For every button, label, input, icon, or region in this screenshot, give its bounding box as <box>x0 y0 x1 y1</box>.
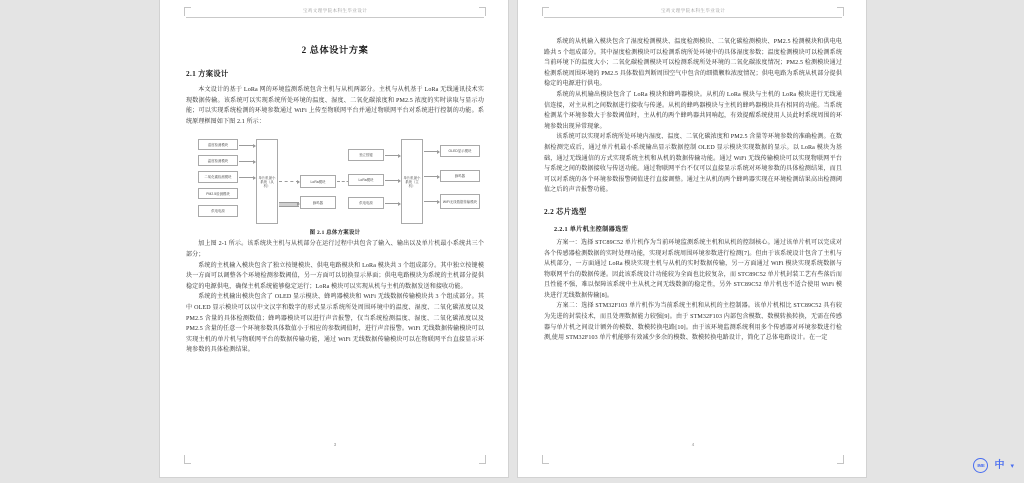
running-header-text: 宝鸡文理学院本科生毕业设计 <box>302 8 368 13</box>
page-footer-2 <box>544 442 842 462</box>
diagram-arrow <box>279 202 299 206</box>
page-number: 4 <box>691 442 695 447</box>
diagram-arrow <box>385 155 400 156</box>
diagram-box-master-mcu: 单片机最小系统（主机） <box>401 139 423 224</box>
figure-diagram <box>186 135 484 227</box>
crop-mark-bottom-left <box>542 455 551 464</box>
diagram-box-slave-mcu: 单片机最小系统（从机） <box>256 139 278 224</box>
crop-mark-top-right <box>477 7 486 16</box>
paragraph: 加上图 2-1 所示。该系统块主机与从机部分在运行过程中共包含了输入、输出以及单片机最小系统共三个部分； <box>186 241 484 258</box>
figure-2-1 <box>186 135 484 236</box>
diagram-arrow-wireless <box>279 181 299 182</box>
ime-mode-toggle[interactable]: 中 <box>994 459 1005 471</box>
diagram-box-master-input-1: 独立按键 <box>348 149 384 161</box>
diagram-box-master-input-2: LoRa模块 <box>348 174 384 186</box>
crop-mark-top-left <box>542 7 551 16</box>
diagram-arrow <box>424 151 439 152</box>
diagram-arrow <box>239 145 255 146</box>
crop-mark-top-left <box>184 7 193 16</box>
diagram-box-master-input-3: 供电电源 <box>348 197 384 209</box>
diagram-box-slave-input-4: PM2.5检测模块 <box>198 188 238 199</box>
paragraph: 系统的从机输入模块包含了湿度检测模块、温度检测模块、二氧化碳检测模块、PM2.5 检测模块和供电电路共 5 个组成部分。其中湿度检测模块可以检测系统所处环境中的具体湿度参数；温度检测模块可以检测系统当前环境下的温度大小；二氧化碳检测模块可以检测系统所处环境的二氧化碳浓度情况；PM2.5 检测模块通过检测系统周围环境的 PM2.5 具体数值判断周围空气中包含的细微颗粒浓度情况；供电电路为系统从机部分提供稳定的电源进行供电。 <box>544 39 842 88</box>
paragraph: 方案二：选择 STM32F103 单片机作为当前系统主机和从机的主控制器。该单片机相比 STC89C52 具有较为先进的封装技术，而且处理数据能力较强[9]。由于 STM32F103 内部包含模数、数模转换转换，无需在传感器与单片机之间设计额外的模数、数模转换电路[10]。由于该环境监测系统利用多个传感器对环境参数进行检测,使用 STM32F103 单片机能够有效减少多余的模数、数模转换电路设计，简化了总体电路设计。在一定 <box>544 303 842 342</box>
diagram-arrow <box>385 180 400 181</box>
crop-mark-bottom-left <box>184 455 193 464</box>
page-footer-1 <box>186 442 484 462</box>
diagram-box-slave-input-5: 供电电源 <box>198 205 238 217</box>
crop-mark-bottom-right <box>477 455 486 464</box>
crop-mark-bottom-right <box>835 455 844 464</box>
ime-logo-icon[interactable]: IME <box>973 458 988 473</box>
diagram-box-slave-input-3: 二氧化碳检测模块 <box>198 171 238 183</box>
paragraph: 系统的主机输出模块包含了 OLED 显示模块、蜂鸣器模块和 WiFi 无线数据传输模块共 3 个组成部分。其中 OLED 显示模块可以以中文汉字和数字的形式显示系统所处周围环境中的温度、湿度、二氧化碳浓度以及 PM2.5 含量的具体检测数值；蜂鸣器模块可以进行声音报警，仅当系统检测温度、湿度、二氧化碳浓度以及 PM2.5 含量的任意一个环境参数具体数值小于相应的参数阈值时，进行声音报警。WiFi 无线数据传输模块可以实现主机的单片机与物联网平台的数据传输功能，通过 WiFi 无线数据传输模块可以在物联网平台直接显示环境参数的具体检测结果。 <box>186 294 485 354</box>
page-number: 3 <box>333 442 337 447</box>
diagram-box-slave-input-1: 湿度检测模块 <box>198 139 238 150</box>
paragraph: 系统的主机输入模块包含了独立按键模块、供电电路模块和 LoRa 模块共 3 个组成部分。其中独立按键模块一方面可以调整各个环境检测参数阈值，另一方面可以切换显示界面；供电电路模块为系统的主机部分提供稳定的电源供电，确保主机系统能够稳定运行；LoRa 模块可以实现从机与主机的数据发送和接收功能。 <box>186 262 484 290</box>
section-heading-2-1: 2.1 方案设计 <box>186 69 229 78</box>
running-header-page-1 <box>186 6 484 23</box>
diagram-arrow <box>239 177 255 178</box>
chevron-down-icon[interactable]: ▾ <box>1010 461 1014 470</box>
header-rule <box>186 17 484 18</box>
document-page-2[interactable] <box>518 0 866 477</box>
paragraph: 本文设计的基于 LoRa 网的环境监测系统包含主机与从机两部分。主机与从机基于 LoRa 无线通讯技术实现数据传输。该系统可以实现系统所处环境的温度、湿度、二氧化碳浓度和 PM2.5 浓度的实时读取与显示功能；可以实现系统检测的环境参数通过 WiFi 上传至物联网平台并通过物联网平台对系统进行控制的功能。系统原理框图如下图 2.1 所示： <box>186 87 484 125</box>
section-heading-2-2-1: 2.2.1 单片机主控制器选型 <box>554 225 629 233</box>
diagram-arrow <box>424 176 439 177</box>
diagram-box-master-output-2: 蜂鸣器 <box>440 170 480 182</box>
paragraph: 方案一：选择 STC89C52 单片机作为当前环境监测系统主机和从机的控制核心。通过该单片机可以完成对各个传感器检测数据的实时处理功能，实现对系统周围环境参数进行检测[7]。但由于该系统设计包含了主机与从机部分，一方面通过 LoRa 模块实现主机与从机的实时数据传输，另一方面通过 WiFi 模块实现系统数据与物联网平台的数据传递。因此该系统设计功能较为全面也比较复杂，而 STC89C52 单片机封装工艺有些落后而且性能不强，难以保障该系统中主从机之间无线数据的稳定性，另外 STC89C52 单片机也不适合使用 WiFi 模块进行无线数据传输[8]。 <box>544 239 842 299</box>
document-page-1[interactable] <box>160 0 508 477</box>
figure-caption: 图 2.1 总体方案设计 <box>309 230 361 237</box>
diagram-box-master-output-3: WiFi无线数据传输模块 <box>440 194 480 209</box>
crop-mark-top-right <box>835 7 844 16</box>
running-header-text: 宝鸡文理学院本科生毕业设计 <box>660 8 726 13</box>
diagram-arrow <box>385 203 400 204</box>
header-rule <box>544 17 842 18</box>
paragraph: 该系统可以实现对系统所处环境内湿度、温度、二氧化碳浓度和 PM2.5 含量等环境参数的准确检测。在数据检测完成后，通过单片机最小系统输出显示数据控制 OLED 显示模块实现数据的显示。以 LoRa 模块为基础，通过无线通信的方式实现系统主机和从机的数据传输功能。通过 WiFi 无线传输模块可以实现物联网平台与系统之间的数据接收与传送功能。通过物联网平台不仅可以直接显示系统对环境参数的具体检测结果，而且可以对系统的各个环境参数报警阈值进行直接调整。通过主从机的两个蜂鸣器实现在环境检测结果高出检测阈值之后的声音报警功能。 <box>544 134 842 194</box>
chapter-heading: 2 总体设计方案 <box>301 45 369 55</box>
diagram-box-master-output-1: OLED显示模块 <box>440 145 480 157</box>
ime-toolbar[interactable] <box>969 456 1018 475</box>
diagram-box-slave-lora: LoRa模块 <box>300 175 336 188</box>
section-heading-2-2: 2.2 芯片选型 <box>544 206 587 216</box>
diagram-box-slave-buzzer: 蜂鸣器 <box>300 196 336 209</box>
diagram-arrow <box>239 161 255 162</box>
paragraph: 系统的从机输出模块包含了 LoRa 模块和蜂鸣器模块。从机的 LoRa 模块与主机的 LoRa 模块进行无线通信连接，对主从机之间数据进行接收与传递。从机的蜂鸣器模块与主机的蜂鸣器模块具有相同的功能。当系统检测某个环境参数大于参数阈值时，主从机的两个蜂鸣器共同响起，有效提醒系统使用人员此时系统周围的环境参数出现异常现象。 <box>544 91 842 130</box>
diagram-box-slave-input-2: 温度检测模块 <box>198 155 238 166</box>
diagram-arrow <box>424 201 439 202</box>
running-header-page-2 <box>544 6 842 23</box>
